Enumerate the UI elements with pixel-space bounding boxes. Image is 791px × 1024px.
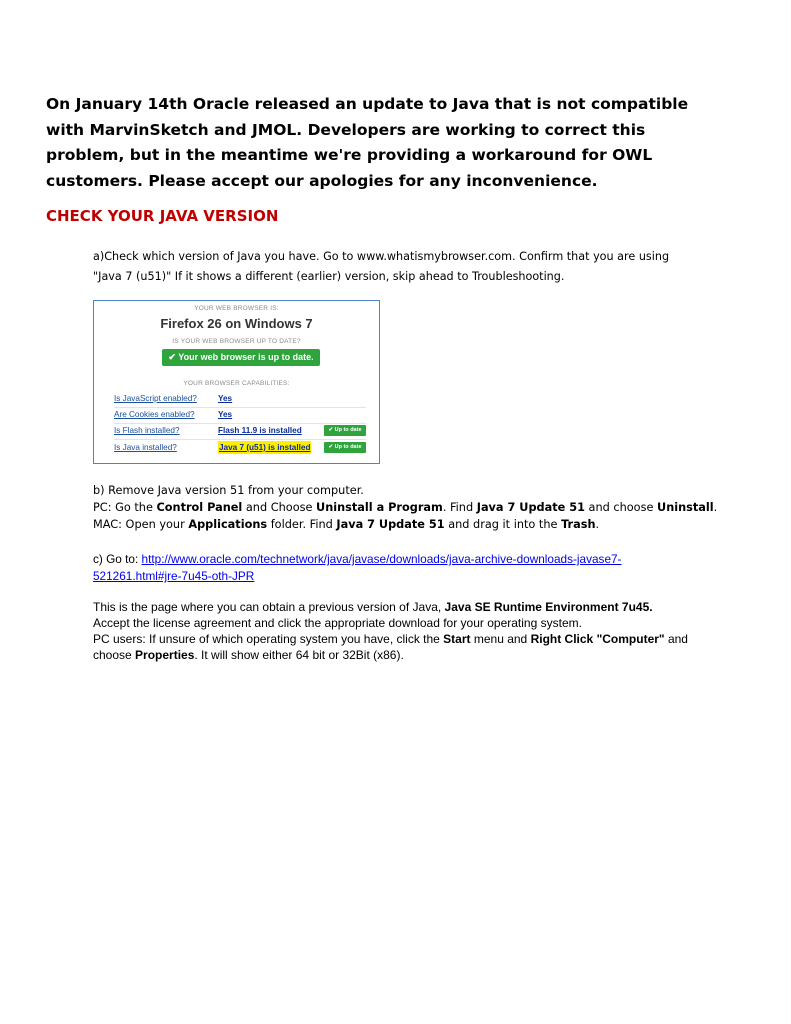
text-run: PC users: If unsure of which operating system you have, click the	[93, 632, 444, 646]
capability-answer[interactable]: Flash 11.9 is installed	[218, 426, 302, 435]
text-run: menu and	[470, 632, 531, 646]
step-a-line2: "Java 7 (u51)" If it shows a different (earlier) version, skip ahead to Troubleshooting.	[93, 269, 565, 283]
text-run: and choose	[584, 501, 658, 514]
text-run: MAC: Open your	[93, 518, 189, 531]
uptodate-banner: ✔ Your web browser is up to date.	[162, 349, 320, 366]
text-run: and drag it into the	[444, 518, 562, 531]
step-b-pc	[93, 499, 733, 516]
capability-row	[114, 423, 366, 440]
instructions-paragraph	[93, 599, 713, 663]
section-title: CHECK YOUR JAVA VERSION	[46, 207, 279, 225]
step-a-line1: a)Check which version of Java you have. Go to www.whatismybrowser.com. Confirm that you are using	[93, 250, 670, 263]
capability-row	[114, 440, 366, 456]
capability-row	[114, 391, 366, 408]
oracle-archive-link[interactable]: http://www.oracle.com/technetwork/java/javase/downloads/java-archive-downloads-javase7-	[141, 552, 622, 566]
text-run: PC: Go the	[93, 501, 157, 514]
capability-question[interactable]: Is Java installed?	[114, 443, 177, 452]
text-run-bold: Applications	[188, 518, 268, 531]
text-run-bold: Start	[443, 632, 471, 646]
paragraph-line: Accept the license agreement and click the appropriate download for your operating system.	[93, 616, 582, 630]
text-run-bold: Java 7 Update 51	[476, 501, 585, 514]
caption-uptodate: IS YOUR WEB BROWSER UP TO DATE?	[172, 338, 301, 345]
capability-answer[interactable]: Yes	[218, 410, 233, 419]
text-run-bold: Right Click "Computer"	[530, 632, 665, 646]
capability-answer-highlighted[interactable]: Java 7 (u51) is installed	[219, 443, 311, 452]
step-a	[93, 247, 713, 286]
capability-row	[114, 407, 366, 424]
step-b-line1: b) Remove Java version 51 from your computer.	[93, 484, 364, 497]
up-to-date-badge: ✔ Up to date	[324, 425, 366, 436]
text-run-bold: Java SE Runtime Environment 7u45.	[444, 600, 653, 614]
step-c	[93, 551, 733, 585]
step-b	[93, 482, 733, 533]
capability-question[interactable]: Is Flash installed?	[114, 426, 180, 435]
text-run-bold: Control Panel	[156, 501, 243, 514]
capability-question[interactable]: Are Cookies enabled?	[114, 410, 195, 419]
paragraph-line	[93, 599, 713, 615]
paragraph-line	[93, 631, 713, 663]
text-run: .	[713, 501, 718, 514]
text-run: and Choose	[242, 501, 317, 514]
step-c-prefix: c) Go to:	[93, 552, 142, 566]
oracle-archive-link-cont[interactable]: 521261.html#jre-7u45-oth-JPR	[93, 569, 255, 583]
text-run: This is the page where you can obtain a previous version of Java,	[93, 600, 445, 614]
caption-capabilities: YOUR BROWSER CAPABILITIES:	[183, 380, 290, 387]
text-run: . It will show either 64 bit or 32Bit (x86).	[194, 648, 404, 662]
intro-paragraph: On January 14th Oracle released an update to Java that is not compatible with MarvinSketch and JMOL. Developers are working to correct this problem, but in the meantime we're providing a workaround for OWL customers. Please accept our apologies for any inconvenience.	[46, 95, 689, 190]
text-run: and choose	[93, 632, 688, 662]
text-run: . Find	[442, 501, 477, 514]
text-run: folder. Find	[267, 518, 337, 531]
capability-question[interactable]: Is JavaScript enabled?	[114, 394, 197, 403]
step-b-mac	[93, 516, 733, 533]
caption-browser: YOUR WEB BROWSER IS:	[194, 305, 279, 312]
up-to-date-badge: ✔ Up to date	[324, 442, 366, 453]
text-run-bold: Java 7 Update 51	[336, 518, 445, 531]
text-run-bold: Properties	[135, 648, 195, 662]
text-run-bold: Trash	[561, 518, 596, 531]
browser-check-screenshot	[93, 300, 380, 464]
text-run-bold: Uninstall	[657, 501, 714, 514]
capability-answer[interactable]: Yes	[218, 394, 233, 403]
text-run: .	[595, 518, 600, 531]
browser-name: Firefox 26 on Windows 7	[160, 316, 313, 331]
text-run-bold: Uninstall a Program	[316, 501, 443, 514]
